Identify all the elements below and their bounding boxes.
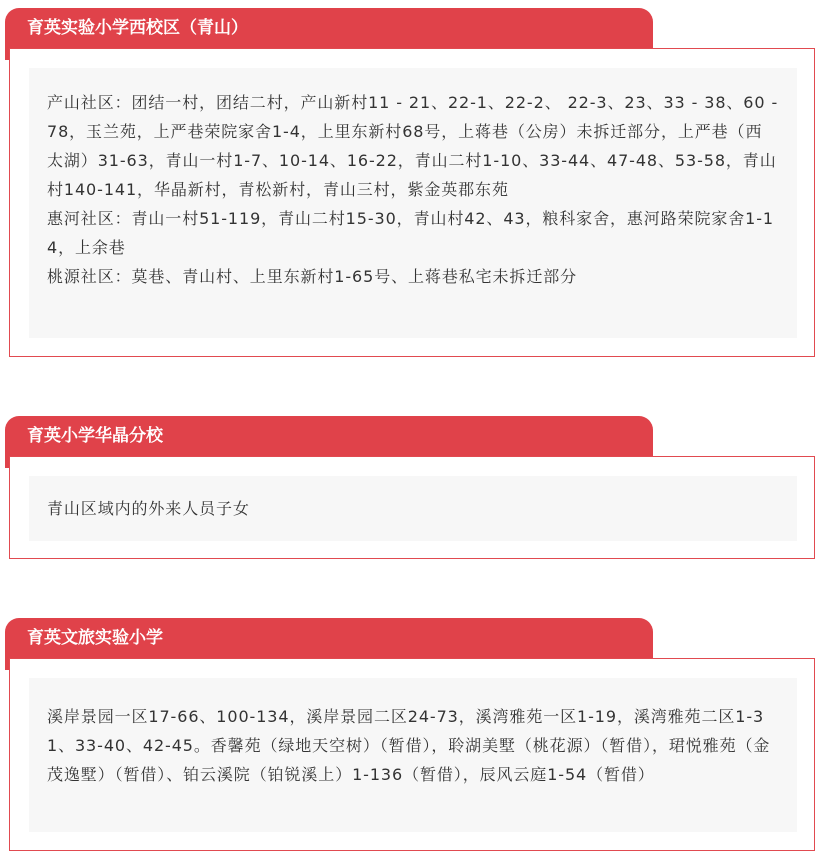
section-title-tab: [5, 416, 653, 456]
section-content-panel: [29, 476, 797, 541]
community-paragraph-xian: 溪岸景园一区17-66、100-134，溪岸景园二区24-73，溪湾雅苑一区1-19，溪湾雅苑二区1-31、33-40、42-45。香馨苑（绿地天空树）（暂借），聆湖美墅（桃花源）（暂借），珺悦雅苑（金茂逸墅）（暂借）、铂云溪院（铂锐溪上）1-136（暂借），辰风云庭1-54（暂借）: [47, 707, 771, 784]
section-title: 育英文旅实验小学: [27, 628, 163, 648]
section-title: 育英实验小学西校区（青山）: [27, 18, 248, 38]
section-content-box: [9, 658, 815, 851]
community-paragraph-huihe: 惠河社区：青山一村51-119，青山二村15-30，青山村42、43，粮科家舍，惠河路荣院家舍1-14，上余巷: [47, 209, 775, 257]
community-paragraph-chanshan: 产山社区：团结一村，团结二村，产山新村11 - 21、22-1、22-2、 22-3、23、33 - 38、60 - 78，玉兰苑，上严巷荣院家舍1-4，上里东新村68号，上蒋巷（公房）未拆迁部分，上严巷（西太湖）31-63，青山一村1-7、10-14、16-22，青山二村1-10、33-44、47-48、53-58，青山村140-141，华晶新村，青松新村，青山三村，紫金英郡东苑: [47, 93, 779, 199]
eligibility-paragraph: 青山区域内的外来人员子女: [47, 499, 250, 518]
section-content-box: [9, 456, 815, 559]
community-paragraph-taoyuan: 桃源社区：莫巷、青山村、上里东新村1-65号、上蒋巷私宅未拆迁部分: [47, 267, 578, 286]
section-content-panel: [29, 678, 797, 832]
section-content-panel: [29, 68, 797, 338]
section-content-box: [9, 48, 815, 357]
section-title: 育英小学华晶分校: [27, 426, 163, 446]
section-title-tab: [5, 8, 653, 48]
section-title-tab: [5, 618, 653, 658]
